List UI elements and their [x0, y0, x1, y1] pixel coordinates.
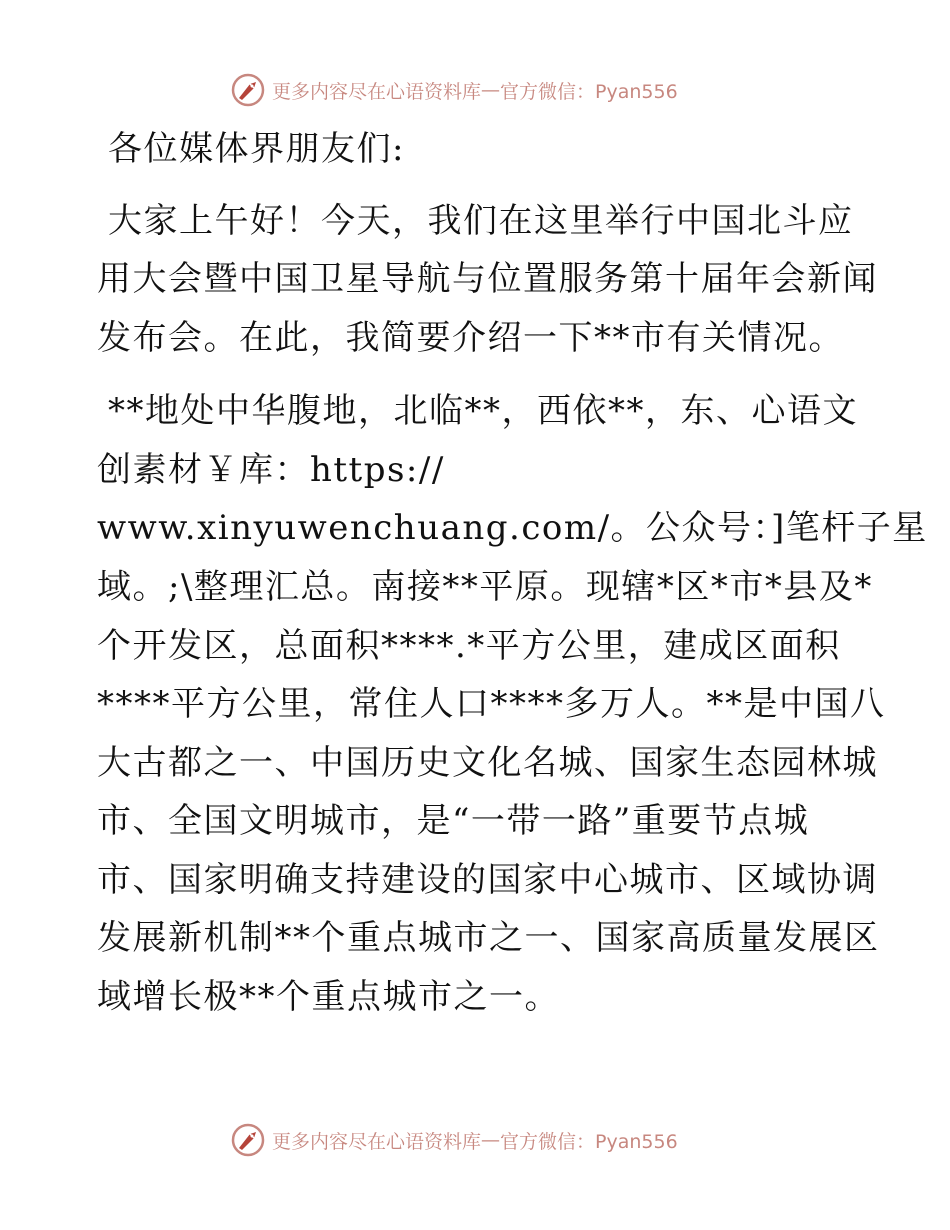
text-line: **地处中华腹地，北临**，西依**，东、心语文 [108, 391, 858, 431]
text-line: 市、全国文明城市，是“一带一路”重要节点城 [97, 801, 810, 841]
text-line: 发展新机制**个重点城市之一、国家高质量发展区 [97, 918, 880, 958]
text-line: ****平方公里，常住人口****多万人。**是中国八 [97, 684, 886, 724]
salutation: 各位媒体界朋友们: [108, 129, 405, 169]
watermark-text: 更多内容尽在心语资料库 [272, 1130, 482, 1153]
text-line: 市、国家明确支持建设的国家中心城市、区域协调 [97, 860, 878, 900]
text-line: 大古都之一、中国历史文化名城、国家生态园林城 [97, 743, 878, 783]
watermark-contact: 官方微信：Pyan556 [500, 80, 678, 103]
text-line: 发布会。在此，我简要介绍一下**市有关情况。 [97, 318, 844, 358]
text-line: www.xinyuwenchuang.com/。公众号：]笔杆子星 [97, 508, 928, 548]
pen-nib-logo-icon [230, 1122, 266, 1158]
pen-nib-logo-icon [230, 72, 266, 108]
text-line: 域增长极**个重点城市之一。 [97, 977, 560, 1017]
watermark-separator: — [481, 79, 501, 101]
text-line: 创素材￥库：https:// [97, 450, 445, 490]
text-line: 域。;\整理汇总。南接**平原。现辖*区*市*县及* [97, 567, 873, 607]
watermark-contact: 官方微信：Pyan556 [500, 1130, 678, 1153]
footer-watermark [230, 1120, 678, 1160]
text-line: 大家上午好！今天，我们在这里举行中国北斗应 [108, 201, 854, 241]
header-watermark [230, 70, 678, 110]
text-line: 个开发区，总面积****.*平方公里，建成区面积 [97, 626, 841, 666]
watermark-text: 更多内容尽在心语资料库 [272, 80, 482, 103]
text-line: 用大会暨中国卫星导航与位置服务第十届年会新闻 [97, 259, 878, 299]
watermark-separator: — [481, 1129, 501, 1151]
